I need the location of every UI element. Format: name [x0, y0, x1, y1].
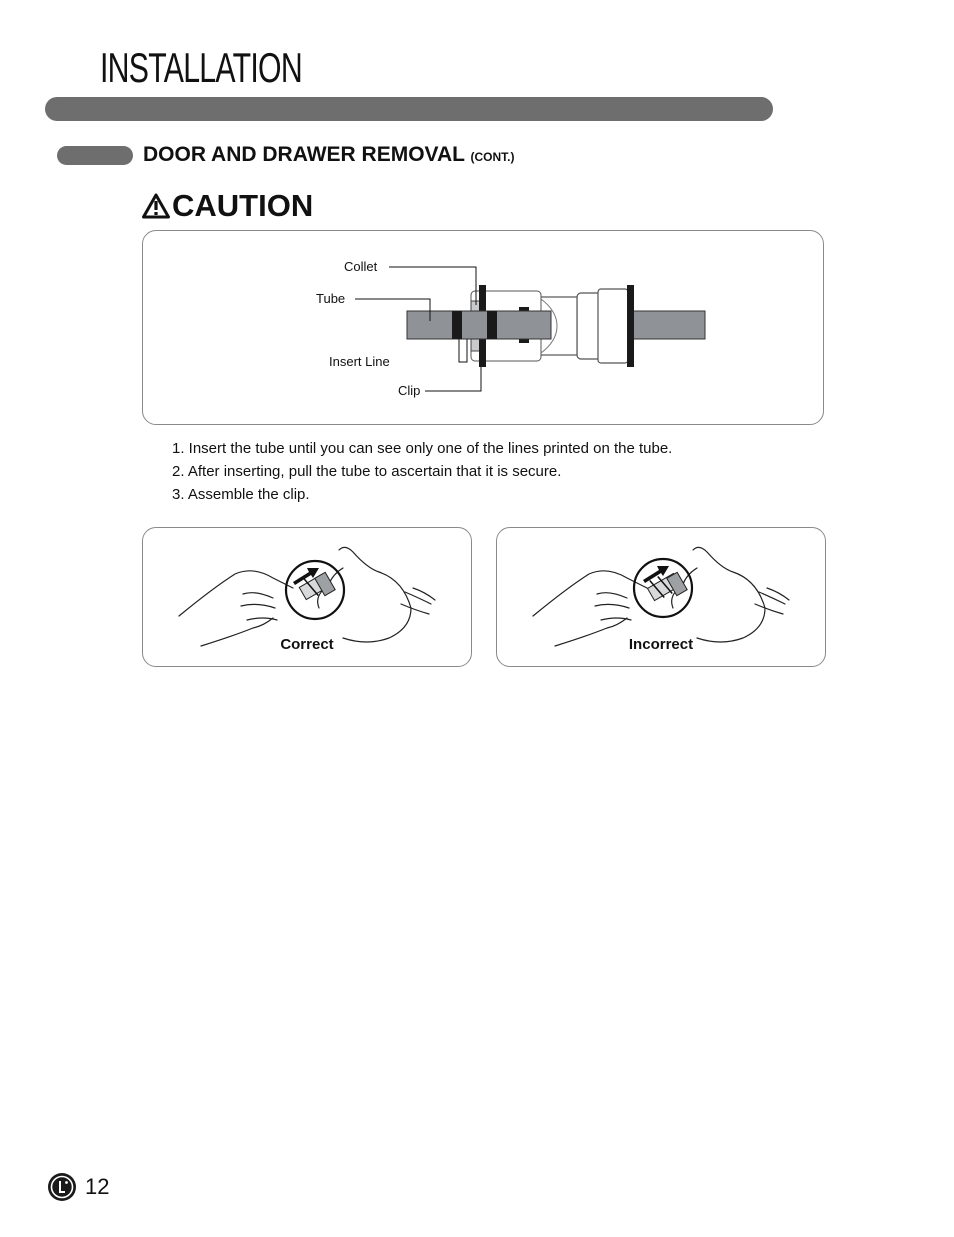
caution-label: CAUTION	[172, 188, 314, 223]
tube-connector-illustration	[143, 231, 825, 426]
collet-label: Collet	[344, 259, 378, 274]
clip-leader	[425, 367, 481, 391]
correct-example-panel	[142, 527, 472, 667]
tube-connector-diagram	[142, 230, 824, 425]
left-tube	[407, 311, 551, 339]
instruction-list	[172, 437, 672, 506]
instruction-step-1: 1. Insert the tube until you can see only one of the lines printed on the tube.	[172, 440, 673, 457]
correct-caption: Correct	[280, 636, 334, 653]
section-pill	[57, 146, 133, 165]
title-bar	[45, 97, 773, 121]
right-clip-bar	[627, 285, 634, 367]
instruction-step-3: 3. Assemble the clip.	[172, 486, 310, 503]
incorrect-example-panel	[496, 527, 826, 667]
section-heading-text: DOOR AND DRAWER REMOVAL	[143, 143, 465, 166]
page-footer	[47, 1172, 109, 1202]
page-number: 12	[85, 1174, 110, 1199]
warning-triangle-icon	[142, 193, 170, 219]
instruction-step-2: 2. After inserting, pull the tube to ascertain that it is secure.	[172, 463, 562, 480]
insert-line-1	[452, 311, 462, 339]
tube-label: Tube	[316, 291, 346, 306]
section-heading-suffix: (CONT.)	[470, 150, 515, 164]
section-heading	[143, 141, 514, 171]
right-tube	[633, 311, 705, 339]
insert-line-leader	[459, 339, 467, 362]
page-title: INSTALLATION	[100, 44, 302, 91]
incorrect-caption: Incorrect	[628, 636, 694, 653]
caution-heading	[142, 186, 313, 226]
insert-line-2	[487, 311, 497, 339]
lg-logo-icon	[47, 1172, 77, 1202]
clip-label: Clip	[398, 383, 421, 398]
insert-line-label: Insert Line	[329, 354, 390, 369]
